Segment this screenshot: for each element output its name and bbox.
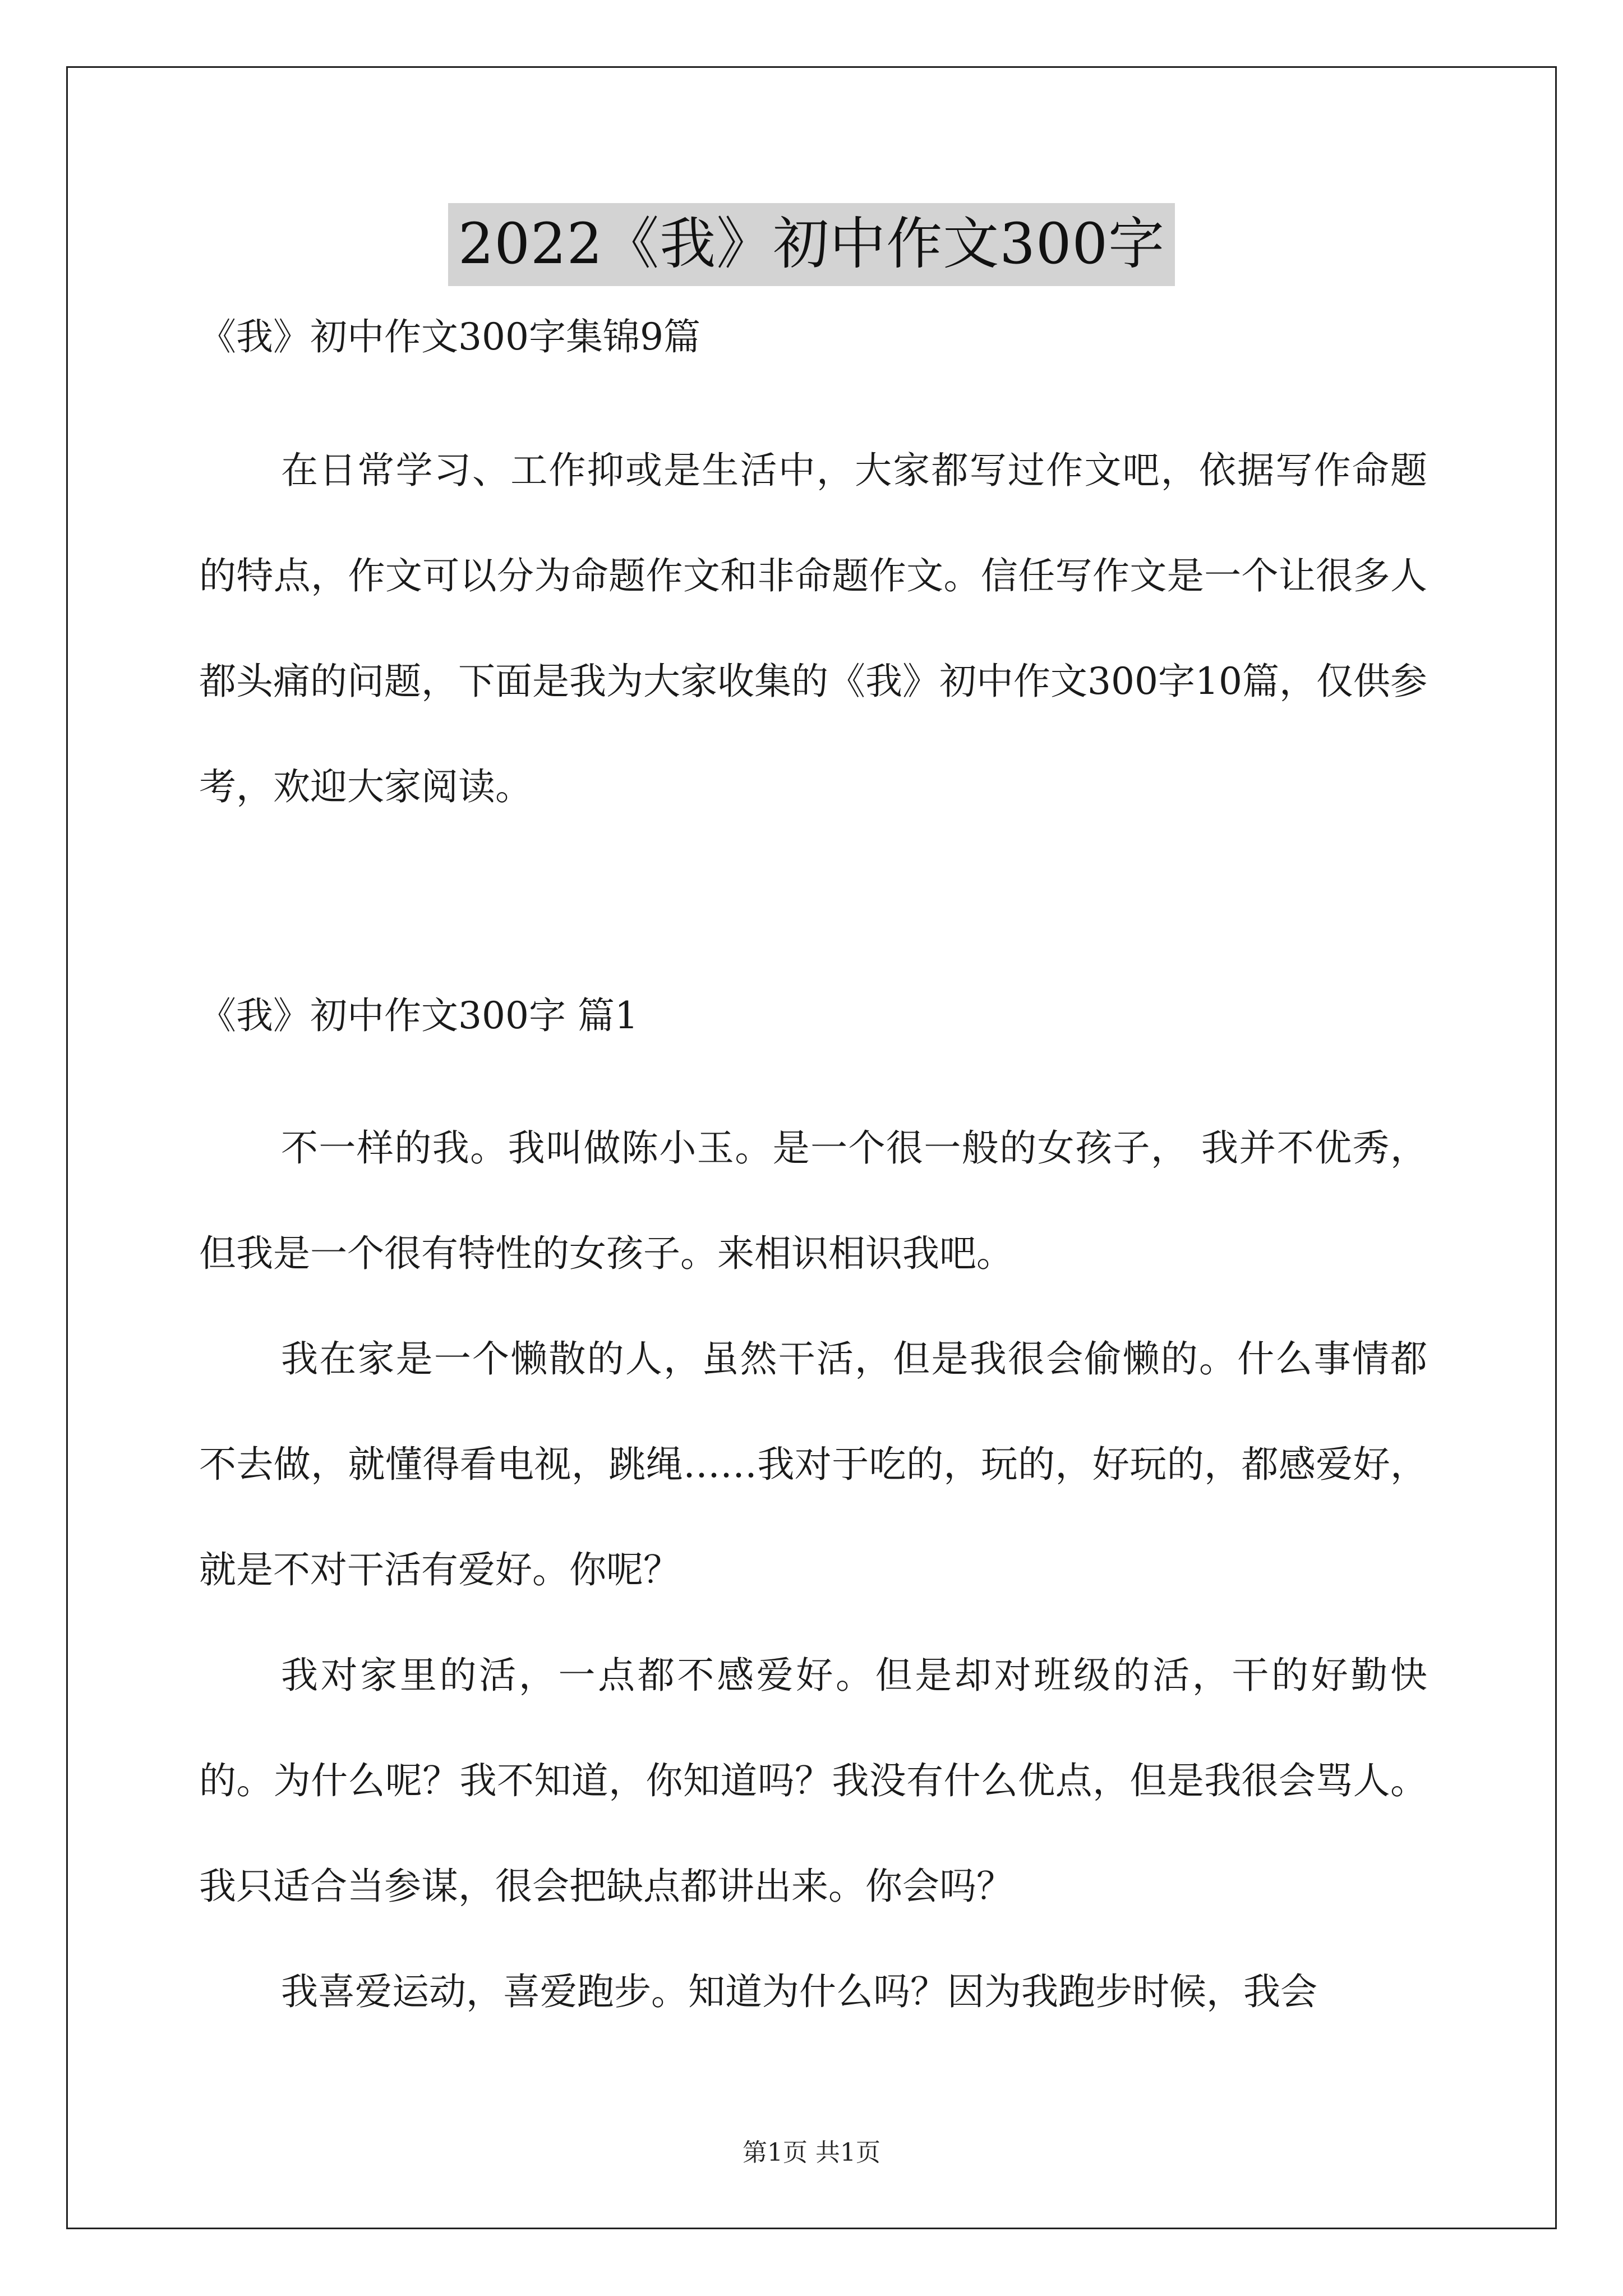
document-body [199,311,1427,2045]
intro-paragraph: 在日常学习、工作抑或是生活中，大家都写过作文吧，依据写作命题的特点，作文可以分为命题作文和非命题作文。信任写作文是一个让很多人都头痛的问题，下面是我为大家收集的《我》初中作文300字10篇，仅供参考，欢迎大家阅读。 [199,449,1427,808]
section-heading-1: 《我》初中作文300字 篇1 [199,994,638,1037]
section-1-paragraph-4: 我喜爱运动，喜爱跑步。知道为什么吗？因为我跑步时候，我会 [281,1970,1317,2013]
section-1-paragraph-2: 我在家是一个懒散的人，虽然干活，但是我很会偷懒的。什么事情都不去做，就懂得看电视，跳绳……我对于吃的，玩的，好玩的，都感爱好，就是不对干活有爱好。你呢？ [199,1337,1427,1591]
page-footer: 第1页 共1页 [743,2138,880,2167]
document-title: 2022《我》初中作文300字 [448,203,1175,286]
document-subtitle: 《我》初中作文300字集锦9篇 [199,315,700,358]
section-1-paragraph-1: 不一样的我。我叫做陈小玉。是一个很一般的女孩子， 我并不优秀，但我是一个很有特性的女孩子。来相识相识我吧。 [199,1126,1427,1275]
title-container [0,203,1623,286]
section-1-paragraph-3: 我对家里的活，一点都不感爱好。但是却对班级的活，干的好勤快的。为什么呢？我不知道，你知道吗？我没有什么优点，但是我很会骂人。我只适合当参谋，很会把缺点都讲出来。你会吗？ [199,1654,1427,1908]
